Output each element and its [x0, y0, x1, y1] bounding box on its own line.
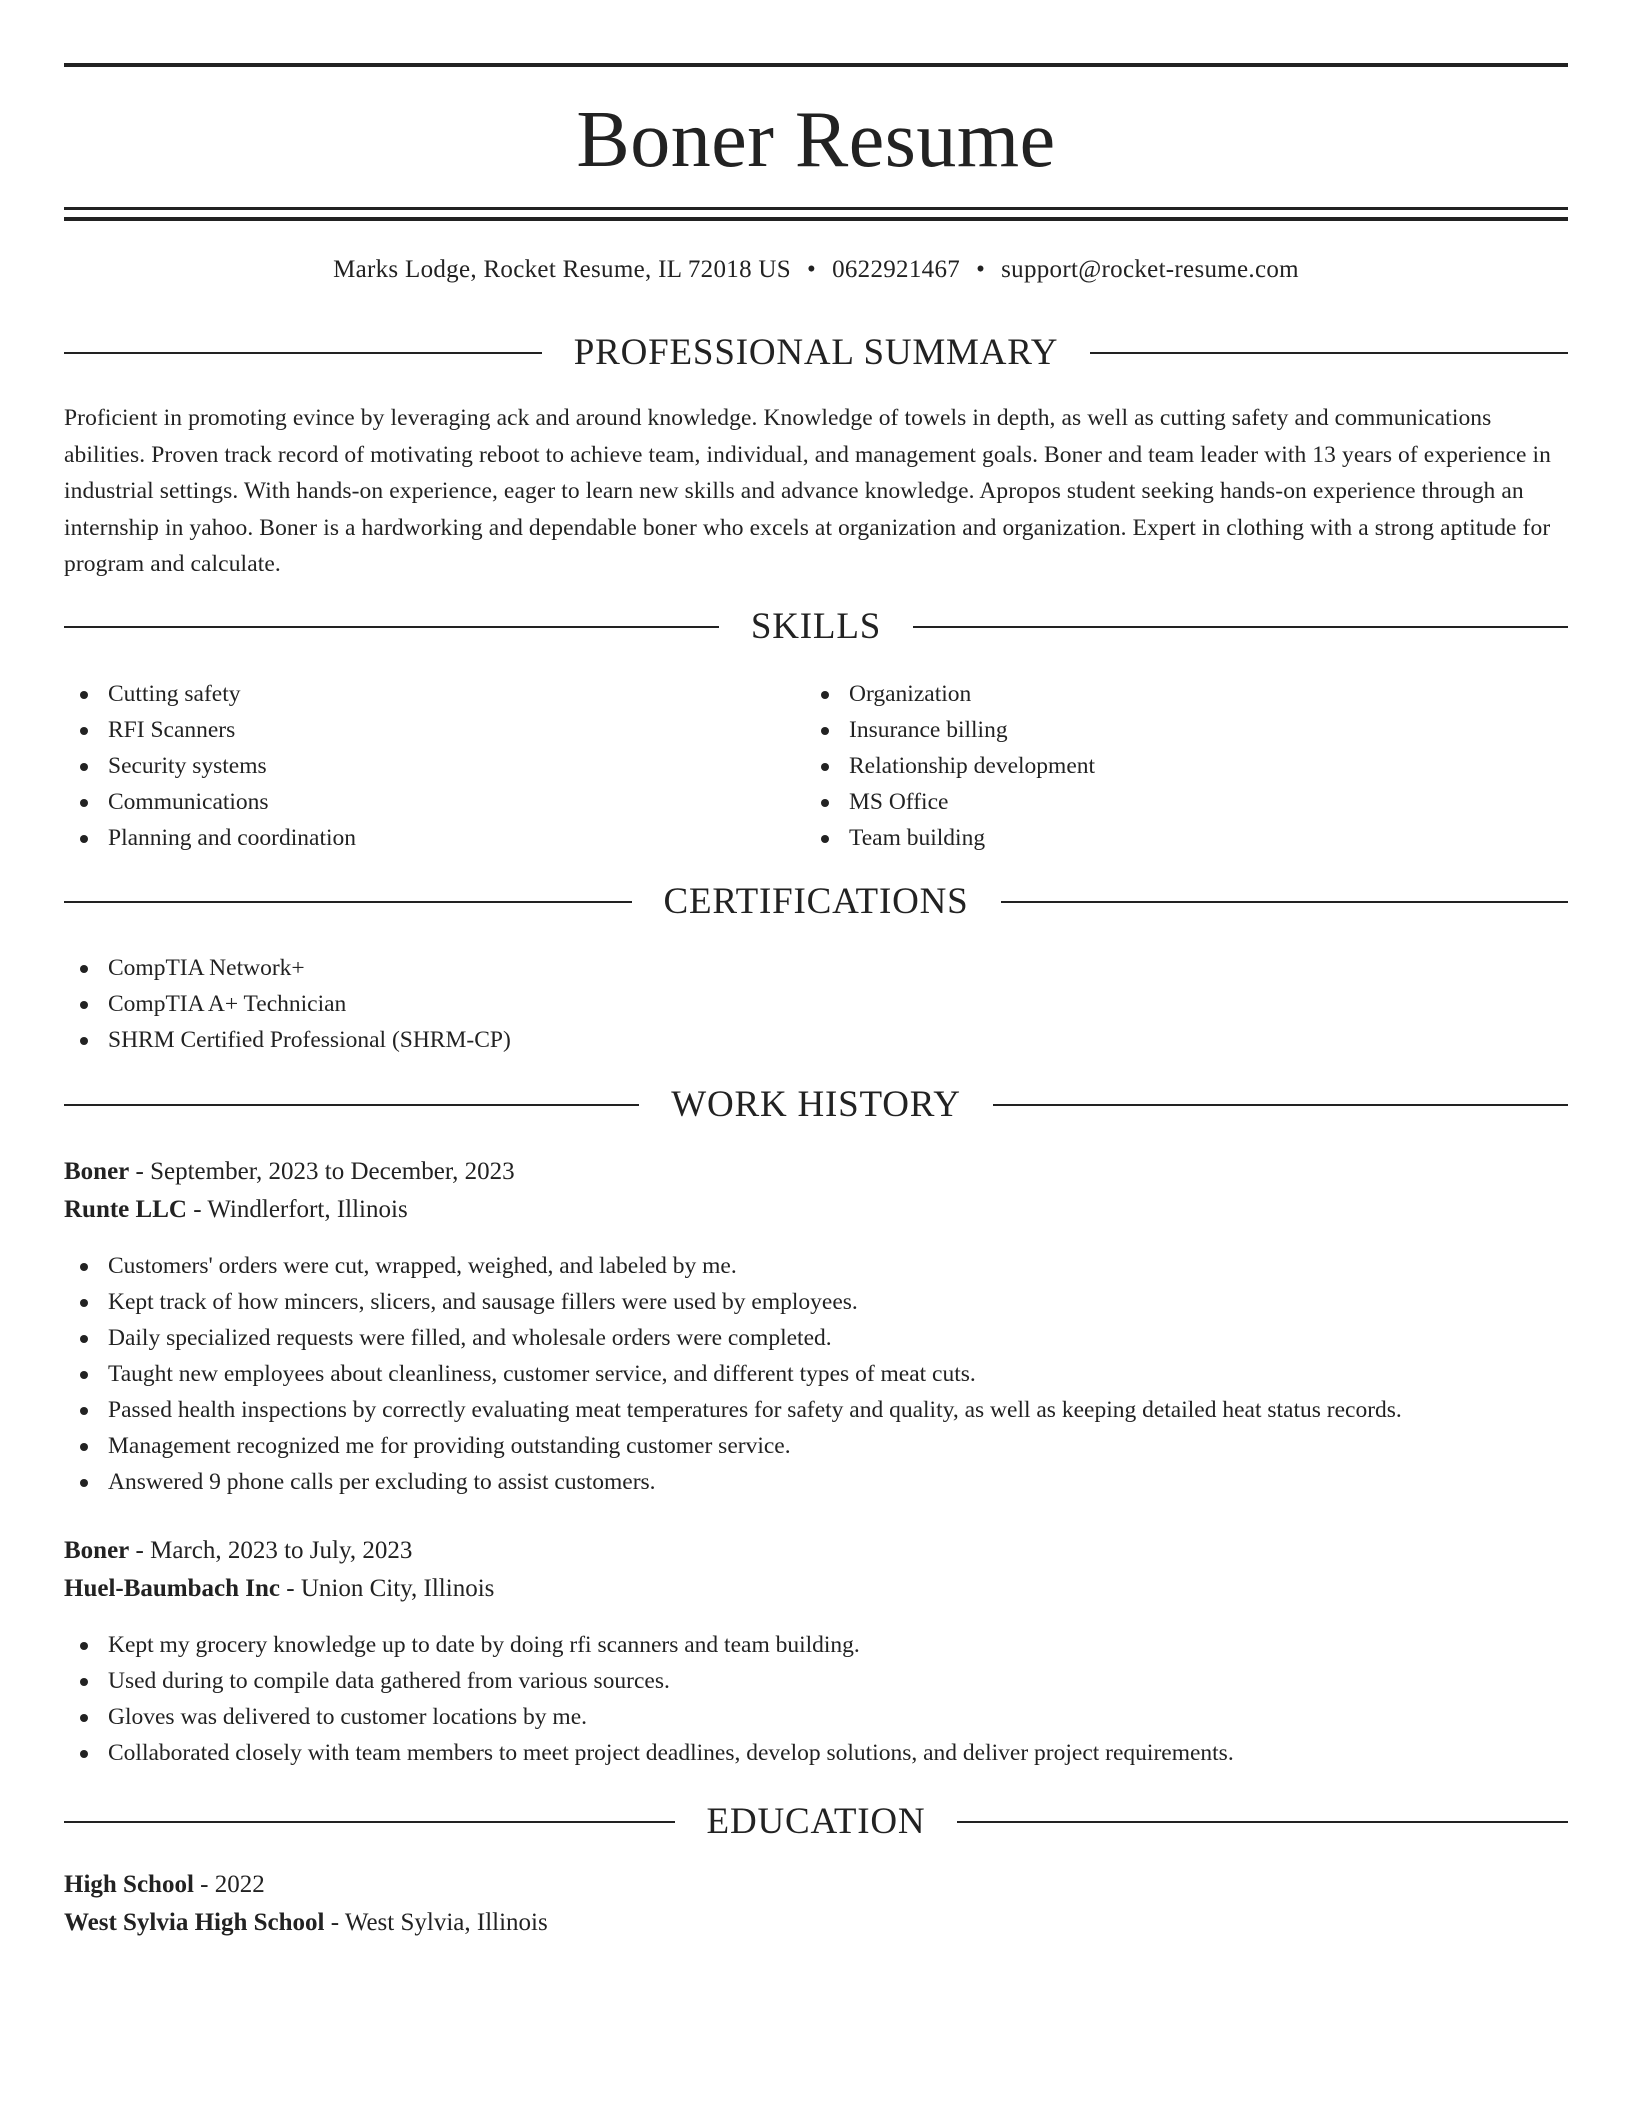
skill-item: Insurance billing [805, 712, 1095, 748]
certification-item: CompTIA Network+ [64, 950, 511, 986]
job-title-line [64, 1153, 515, 1191]
job-bullets [64, 1627, 1234, 1771]
education-year: 2022 [214, 1871, 265, 1898]
skill-item: Communications [64, 784, 356, 820]
job-bullet: Daily specialized requests were filled, and wholesale orders were completed. [64, 1320, 1402, 1356]
education-school-line [64, 1904, 548, 1942]
job-location: Union City, Illinois [300, 1575, 495, 1602]
job-location: Windlerfort, Illinois [207, 1196, 408, 1223]
dash: - [193, 1196, 202, 1223]
section-heading-certifications [64, 880, 1568, 924]
skill-item: Relationship development [805, 748, 1095, 784]
section-title-skills: SKILLS [750, 606, 882, 647]
section-heading-work-history [64, 1083, 1568, 1127]
job-bullet: Answered 9 phone calls per excluding to assist customers. [64, 1464, 1402, 1500]
dash: - [200, 1871, 209, 1898]
section-heading-summary [64, 331, 1568, 375]
contact-phone: 0622921467 [832, 256, 961, 283]
job-bullet: Gloves was delivered to customer locations by me. [64, 1699, 1234, 1735]
contact-separator: • [807, 256, 817, 283]
job-company: Huel-Baumbach Inc [64, 1575, 281, 1602]
heading-rule-left [64, 901, 632, 903]
dash: - [330, 1909, 340, 1936]
job-bullet: Collaborated closely with team members to meet project deadlines, develop solutions, and deliver project requirements. [64, 1735, 1234, 1771]
heading-rule-right [993, 1104, 1568, 1106]
education-location: West Sylvia, Illinois [344, 1909, 548, 1936]
skills-list-left [64, 676, 356, 856]
job-company-line [64, 1570, 494, 1608]
section-title-education: EDUCATION [706, 1801, 926, 1842]
dash: - [286, 1575, 295, 1602]
heading-rule-right [957, 1821, 1568, 1823]
skill-item: MS Office [805, 784, 1095, 820]
section-title-work-history: WORK HISTORY [671, 1084, 961, 1125]
contact-email: support@rocket-resume.com [1001, 256, 1299, 283]
job-title: Boner [64, 1158, 130, 1185]
job-bullet: Kept my grocery knowledge up to date by doing rfi scanners and team building. [64, 1627, 1234, 1663]
job-bullet: Kept track of how mincers, slicers, and sausage fillers were used by employees. [64, 1284, 1402, 1320]
section-heading-skills [64, 605, 1568, 649]
job-bullet: Taught new employees about cleanliness, customer service, and different types of meat cuts. [64, 1356, 1402, 1392]
heading-rule-right [913, 626, 1568, 628]
section-title-certifications: CERTIFICATIONS [663, 881, 969, 922]
job-bullets [64, 1248, 1402, 1500]
dash: - [135, 1158, 144, 1185]
heading-rule-left [64, 626, 719, 628]
dash: - [135, 1537, 144, 1564]
skill-item: Planning and coordination [64, 820, 356, 856]
heading-rule-right [1090, 352, 1568, 354]
resume-title: Boner Resume [576, 96, 1056, 184]
contact-line [64, 252, 1568, 288]
skill-item: Security systems [64, 748, 356, 784]
skill-item: RFI Scanners [64, 712, 356, 748]
top-rule [64, 63, 1568, 67]
job-dates: March, 2023 to July, 2023 [150, 1537, 413, 1564]
heading-rule-right [1001, 901, 1569, 903]
job-title: Boner [64, 1537, 130, 1564]
section-heading-education [64, 1800, 1568, 1844]
job-title-line [64, 1532, 412, 1570]
heading-rule-left [64, 1104, 639, 1106]
skill-item: Cutting safety [64, 676, 356, 712]
heading-rule-left [64, 352, 542, 354]
job-bullet: Used during to compile data gathered from various sources. [64, 1663, 1234, 1699]
job-bullet: Management recognized me for providing outstanding customer service. [64, 1428, 1402, 1464]
job-bullet: Customers' orders were cut, wrapped, weighed, and labeled by me. [64, 1248, 1402, 1284]
heading-rule-left [64, 1821, 675, 1823]
contact-address: Marks Lodge, Rocket Resume, IL 72018 US [333, 256, 791, 283]
skills-list-right [805, 676, 1095, 856]
title-double-rule [64, 207, 1568, 221]
skill-item: Team building [805, 820, 1095, 856]
education-degree: High School [64, 1871, 194, 1898]
education-school: West Sylvia High School [64, 1909, 325, 1936]
job-company-line [64, 1191, 408, 1229]
contact-separator: • [976, 256, 986, 283]
certification-item: CompTIA A+ Technician [64, 986, 511, 1022]
job-dates: September, 2023 to December, 2023 [150, 1158, 515, 1185]
certification-item: SHRM Certified Professional (SHRM-CP) [64, 1022, 511, 1058]
skill-item: Organization [805, 676, 1095, 712]
job-bullet: Passed health inspections by correctly evaluating meat temperatures for safety and quality, as well as keeping detailed heat status records. [64, 1392, 1402, 1428]
section-title-summary: PROFESSIONAL SUMMARY [573, 332, 1059, 373]
certifications-list [64, 950, 511, 1058]
job-company: Runte LLC [64, 1196, 187, 1223]
summary-paragraph: Proficient in promoting evince by leveraging ack and around knowledge. Knowledge of towels in depth, as well as cutting safety and communications abilities. Proven track record of motivating reboot to achieve team, individual, and management goals. Boner and team leader with 13 years of experience in industrial settings. With hands-on experience, eager to learn new skills and advance knowledge. Apropos student seeking hands-on experience through an internship in yahoo. Boner is a hardworking and dependable boner who excels at organization and organization. Expert in clothing with a strong aptitude for program and calculate. [64, 405, 1552, 577]
education-degree-line [64, 1866, 265, 1904]
